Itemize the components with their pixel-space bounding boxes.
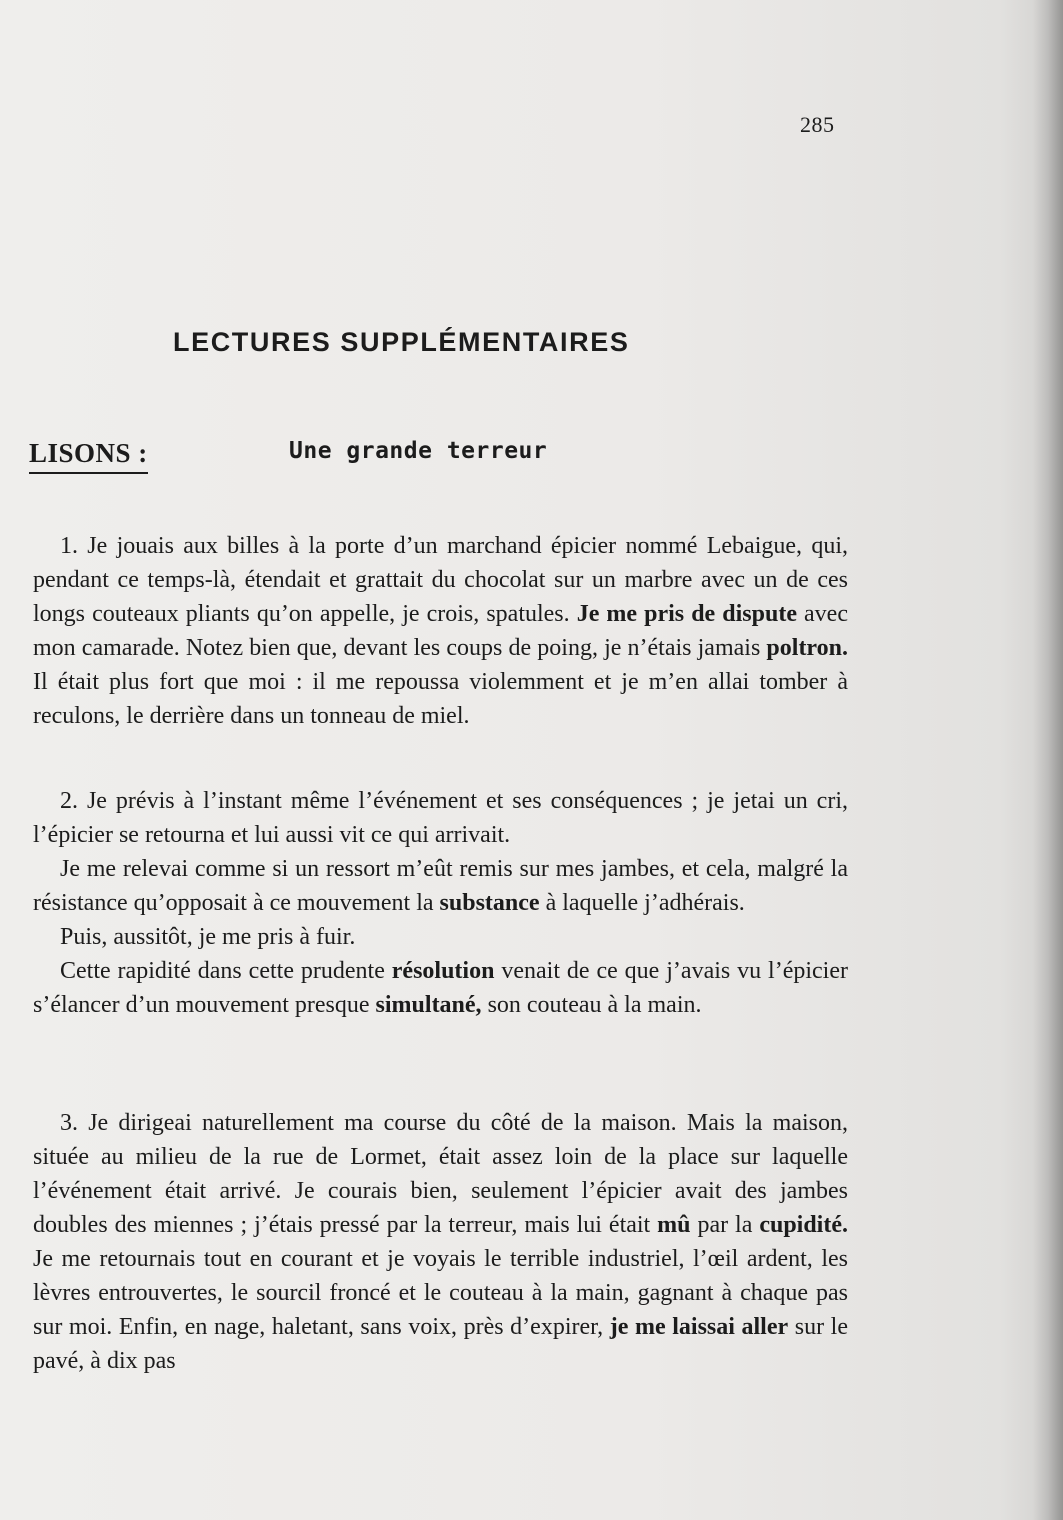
bold-term: cupidité. [759,1212,848,1238]
text-run: 1. Je jouais aux billes à la porte d’un marchand épicier nommé Lebaigue, qui, pendant ce temps-là, étendait et grattait du chocolat sur un marbre avec un de ces longs couteaux pliants qu’on appelle, je crois, spatules. [33,533,848,627]
text-run: sur le pavé, à dix pas [33,1314,848,1374]
bold-term: poltron. [766,635,848,661]
text-run: 2. Je prévis à l’instant même l’événement et ses conséquences ; je jetai un cri, l’épicier se retourna et lui aussi vit ce qui arrivait. [33,788,848,848]
paragraph-2c [33,920,848,954]
section-title: LECTURES SUPPLÉMENTAIRES [173,327,630,357]
text-run: venait de ce que j’avais vu l’épicier s’élancer d’un mouvement presque [33,958,848,1018]
paragraph-3 [33,1106,848,1378]
text-run: Il était plus fort que moi : il me repoussa violemment et je m’en allai tomber à reculons, le derrière dans un tonneau de miel. [33,669,848,729]
text-run: par la [690,1212,760,1238]
paragraph-2 [33,784,848,852]
paragraph-block-3 [33,1106,848,1378]
bold-term: Je me pris de dispute [576,601,797,627]
paragraph-2b [33,852,848,920]
bold-term: substance [439,890,540,916]
reading-title: Une grande terreur [289,438,548,464]
text-run: Puis, aussitôt, je me pris à fuir. [60,924,356,950]
page-edge-shadow [1033,0,1063,1520]
bold-term: résolution [391,958,495,984]
text-run: à laquelle j’adhérais. [539,890,745,916]
paragraph-block-2 [33,784,848,1022]
text-run: 3. Je dirigeai naturellement ma course du côté de la maison. Mais la maison, située au milieu de la rue de Lormet, était assez loin de la place sur laquelle l’événement était arrivé. Je courais bien, seulement l’épicier avait des jambes doubles des miennes ; j’étais pressé par la terreur, mais lui était [33,1110,848,1238]
lisons-label: LISONS : [29,438,148,474]
page-number: 285 [800,112,835,137]
paragraph-1 [33,529,848,733]
text-run: Cette rapidité dans cette prudente [60,958,392,984]
bold-term: je me laissai aller [609,1314,789,1340]
paragraph-block-1 [33,529,848,733]
text-run: Je me relevai comme si un ressort m’eût remis sur mes jambes, et cela, malgré la résistance qu’opposait à ce mouvement la [33,856,848,916]
bold-term: simultané, [375,992,482,1018]
bold-term: mû [657,1212,691,1238]
text-run: avec mon camarade. Notez bien que, devant les coups de poing, je n’étais jamais [33,601,848,661]
text-run: son couteau à la main. [481,992,702,1018]
text-run: Je me retournais tout en courant et je voyais le terrible industriel, l’œil ardent, les lèvres entrouvertes, le sourcil froncé et le couteau à la main, gagnant à chaque pas sur moi. Enfin, en nage, haletant, sans voix, près d’expirer, [33,1246,848,1340]
paragraph-2d [33,954,848,1022]
